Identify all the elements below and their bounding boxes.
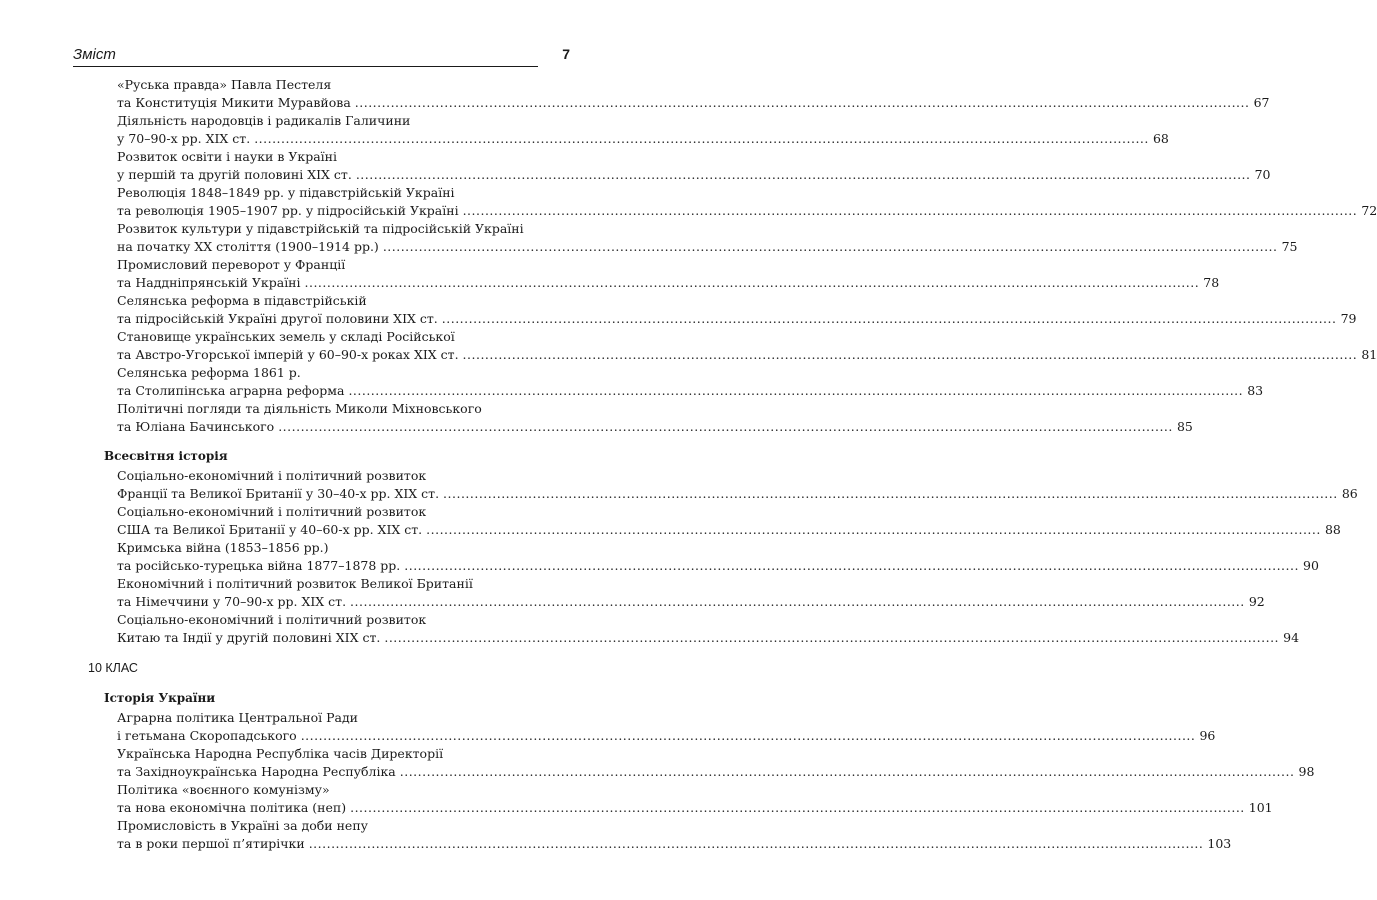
toc-entry-page-number: 96 [1199, 727, 1216, 743]
toc-entry-page-number: 103 [1207, 835, 1232, 851]
table-of-contents [0, 76, 1377, 853]
section-heading: Історія України [104, 691, 216, 705]
toc-entry-last-line [117, 94, 1270, 112]
dot-leader: ........................................................................................................................................................................................................ [354, 94, 1250, 110]
dot-leader: ........................................................................................................................................................................................................ [350, 799, 1245, 815]
class-heading: 10 КЛАС [88, 661, 138, 675]
toc-entry-page-number: 94 [1283, 629, 1300, 645]
toc-entry[interactable] [117, 112, 1169, 147]
toc-entry-title-line: та Західноукраїнська Народна Республіка [117, 763, 396, 779]
dot-leader: ........................................................................................................................................................................................................ [304, 274, 1200, 290]
toc-entry-title-line: Соціально-економічний і політичний розвиток [117, 612, 427, 627]
toc-entry-title-line: Діяльність народовців і радикалів Галичини [117, 113, 411, 128]
toc-entry-title-line: Соціально-економічний і політичний розвиток [117, 468, 427, 483]
dot-leader: ........................................................................................................................................................................................................ [426, 521, 1321, 537]
toc-entry-title-line: на початку XX століття (1900–1914 рр.) [117, 238, 379, 254]
toc-entry-last-line [117, 485, 1358, 503]
toc-entry-title-line: та Австро-Угорської імперій у 60–90-х роках XIX ст. [117, 346, 459, 362]
toc-entry-page-number: 78 [1203, 274, 1220, 290]
toc-entry-title-line: та Столипінська аграрна реформа [117, 382, 345, 398]
page-header [73, 46, 570, 68]
toc-entry-title-line: Соціально-економічний і політичний розвиток [117, 504, 427, 519]
toc-entry-last-line [117, 202, 1377, 220]
toc-entry-last-line [117, 418, 1193, 436]
toc-entry[interactable] [117, 220, 1298, 255]
toc-entry[interactable] [117, 76, 1270, 111]
dot-leader: ........................................................................................................................................................................................................ [355, 166, 1251, 182]
header-title: Зміст [73, 46, 116, 63]
toc-entry-title-line: та Юліана Бачинського [117, 418, 275, 434]
toc-entry-page-number: 101 [1248, 799, 1273, 815]
dot-leader: ........................................................................................................................................................................................................ [404, 557, 1299, 573]
toc-entry[interactable] [117, 328, 1377, 363]
toc-entry[interactable] [117, 148, 1271, 183]
toc-entry-title-line: і гетьмана Скоропадського [117, 727, 297, 743]
toc-entry-title-line: Розвиток освіти і науки в Україні [117, 149, 337, 164]
toc-entry[interactable] [117, 400, 1193, 435]
toc-entry-page-number: 92 [1248, 593, 1265, 609]
toc-entry[interactable] [117, 745, 1315, 780]
toc-entry-title-line: Промисловість в Україні за доби непу [117, 818, 369, 833]
header-page-number: 7 [562, 46, 570, 62]
toc-entry[interactable] [117, 817, 1232, 852]
toc-entry-page-number: 79 [1340, 310, 1357, 326]
toc-entry[interactable] [117, 256, 1220, 291]
toc-entry[interactable] [117, 292, 1357, 327]
toc-entry-last-line [117, 727, 1216, 745]
toc-entry-page-number: 90 [1303, 557, 1319, 573]
toc-entry-title-line: Економічний і політичний розвиток Великої Британії [117, 576, 473, 591]
dot-leader: ........................................................................................................................................................................................................ [443, 485, 1338, 501]
toc-entry-page-number: 98 [1298, 763, 1315, 779]
toc-entry-last-line [117, 274, 1220, 292]
dot-leader: ........................................................................................................................................................................................................ [462, 202, 1358, 218]
toc-entry-title-line: у 70–90-х рр. XIX ст. [117, 130, 251, 146]
toc-entry-title-line: Українська Народна Республіка часів Директорії [117, 746, 444, 761]
toc-entry-last-line [117, 382, 1264, 400]
dot-leader: ........................................................................................................................................................................................................ [399, 763, 1295, 779]
toc-entry-last-line [117, 521, 1341, 539]
toc-entry-title-line: та революція 1905–1907 рр. у підросійській Україні [117, 202, 459, 218]
toc-entry[interactable] [117, 467, 1358, 502]
toc-entry-title-line: та підросійській Україні другої половини XIX ст. [117, 310, 438, 326]
toc-entry[interactable] [117, 184, 1377, 219]
toc-entry[interactable] [117, 575, 1265, 610]
toc-entry-title-line: Політичні погляди та діяльність Миколи Міхновського [117, 401, 482, 416]
dot-leader: ........................................................................................................................................................................................................ [350, 593, 1245, 609]
toc-entry-page-number: 70 [1254, 166, 1271, 182]
toc-entry-title-line: Аграрна політика Центральної Ради [117, 710, 358, 725]
dot-leader: ........................................................................................................................................................................................................ [308, 835, 1204, 851]
toc-entry-last-line [117, 763, 1315, 781]
toc-entry[interactable] [117, 539, 1319, 574]
dot-leader: ........................................................................................................................................................................................................ [441, 310, 1337, 326]
toc-entry-page-number: 75 [1281, 238, 1298, 254]
toc-entry-page-number: 83 [1247, 382, 1264, 398]
toc-entry-last-line [117, 346, 1377, 364]
toc-entry-title-line: Політика «воєнного комунізму» [117, 782, 330, 797]
toc-entry[interactable] [117, 503, 1341, 538]
toc-entry-last-line [117, 593, 1265, 611]
toc-entry-title-line: та Наддніпрянській Україні [117, 274, 301, 290]
toc-entry-last-line [117, 130, 1169, 148]
toc-entry-page-number: 68 [1152, 130, 1169, 146]
toc-entry-last-line [117, 629, 1300, 647]
toc-entry-page-number: 85 [1176, 418, 1193, 434]
toc-entry-last-line [117, 799, 1273, 817]
toc-entry-page-number: 81 [1361, 346, 1377, 362]
toc-entry-last-line [117, 310, 1357, 328]
dot-leader: ........................................................................................................................................................................................................ [300, 727, 1196, 743]
toc-entry-title-line: Розвиток культури у підавстрійській та підросійській Україні [117, 221, 524, 236]
toc-entry-last-line [117, 166, 1271, 184]
section-heading: Всесвітня історія [104, 449, 228, 463]
toc-entry-title-line: у першій та другій половині XIX ст. [117, 166, 352, 182]
dot-leader: ........................................................................................................................................................................................................ [382, 238, 1278, 254]
toc-entry-title-line: Селянська реформа 1861 р. [117, 365, 301, 380]
dot-leader: ........................................................................................................................................................................................................ [462, 346, 1358, 362]
toc-entry-title-line: Становище українських земель у складі Російської [117, 329, 455, 344]
toc-entry-title-line: Китаю та Індії у другій половині XIX ст. [117, 629, 381, 645]
toc-entry-last-line [117, 557, 1319, 575]
toc-entry-title-line: Революція 1848–1849 рр. у підавстрійській Україні [117, 185, 455, 200]
toc-entry-title-line: Промисловий переворот у Франції [117, 257, 346, 272]
toc-entry-last-line [117, 238, 1298, 256]
toc-entry-title-line: та в роки першої п’ятирічки [117, 835, 305, 851]
toc-entry-page-number: 72 [1361, 202, 1377, 218]
toc-entry-title-line: Селянська реформа в підавстрійській [117, 293, 367, 308]
toc-entry[interactable] [117, 781, 1273, 816]
toc-entry-title-line: Кримська війна (1853–1856 рр.) [117, 540, 329, 555]
toc-entry-page-number: 67 [1253, 94, 1270, 110]
toc-entry-title-line: США та Великої Британії у 40–60-х рр. XIX ст. [117, 521, 423, 537]
header-rule [73, 66, 538, 67]
toc-entry-title-line: та Німеччини у 70–90-х рр. XIX ст. [117, 593, 347, 609]
toc-entry[interactable] [117, 709, 1216, 744]
toc-entry-last-line [117, 835, 1232, 853]
toc-entry-title-line: та нова економічна політика (неп) [117, 799, 347, 815]
toc-entry-page-number: 86 [1341, 485, 1358, 501]
toc-entry-title-line: «Руська правда» Павла Пестеля [117, 77, 332, 92]
toc-entry-title-line: та російсько-турецька війна 1877–1878 рр. [117, 557, 401, 573]
toc-entry[interactable] [117, 364, 1264, 399]
toc-entry-page-number: 88 [1324, 521, 1341, 537]
dot-leader: ........................................................................................................................................................................................................ [348, 382, 1244, 398]
dot-leader: ........................................................................................................................................................................................................ [384, 629, 1280, 645]
toc-entry-title-line: Франції та Великої Британії у 30–40-х рр. XIX ст. [117, 485, 440, 501]
dot-leader: ........................................................................................................................................................................................................ [254, 130, 1149, 146]
toc-entry[interactable] [117, 611, 1300, 646]
toc-entry-title-line: та Конституція Микити Муравйова [117, 94, 351, 110]
dot-leader: ........................................................................................................................................................................................................ [278, 418, 1173, 434]
